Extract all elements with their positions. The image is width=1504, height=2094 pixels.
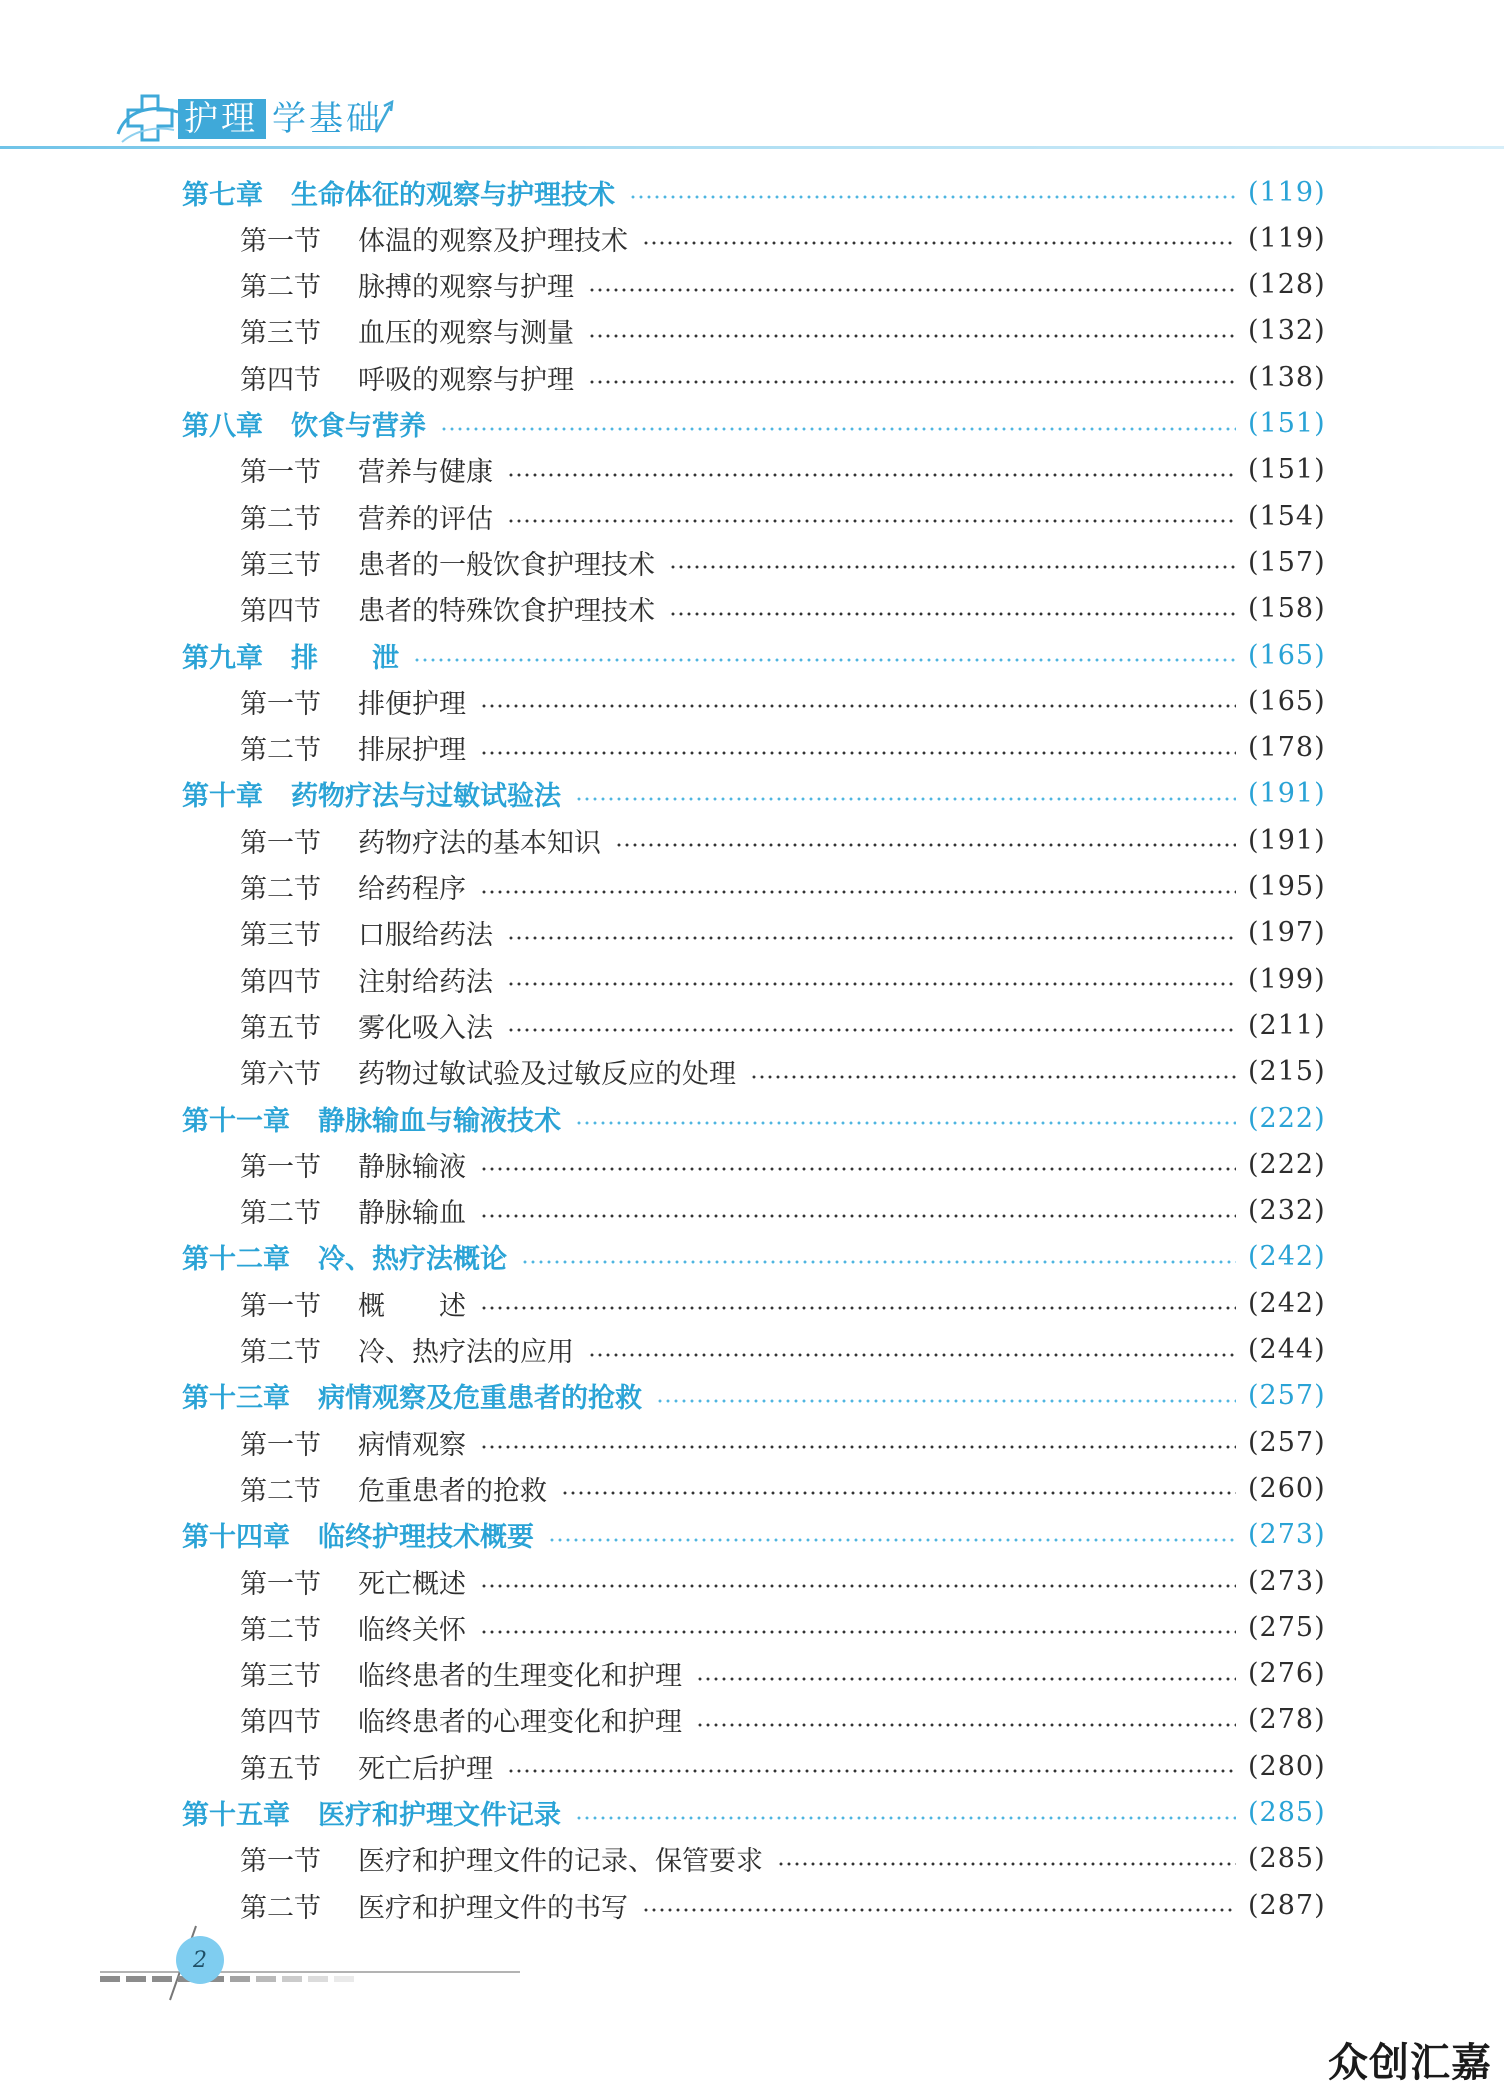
toc-chapter-row <box>0 1098 1504 1138</box>
section-title: 患者的一般饮食护理技术 <box>358 549 655 581</box>
page-ref: (191) <box>1248 778 1326 810</box>
dot-leader <box>507 936 1236 940</box>
chapter-number: 第十章 <box>182 781 263 813</box>
toc-chapter-row <box>0 1793 1504 1833</box>
page-ref: (165) <box>1248 685 1326 717</box>
dot-leader <box>629 195 1236 199</box>
section-title: 临终关怀 <box>358 1614 466 1646</box>
section-title: 概 述 <box>358 1290 466 1322</box>
page-ref: (197) <box>1248 917 1326 949</box>
section-title: 危重患者的抢救 <box>358 1475 547 1507</box>
toc-section-row <box>0 1144 1504 1184</box>
toc-section-row <box>0 913 1504 953</box>
toc-section-row <box>0 450 1504 490</box>
section-title: 临终患者的生理变化和护理 <box>358 1661 682 1693</box>
section-title: 营养的评估 <box>358 503 493 535</box>
dot-leader <box>480 1167 1236 1171</box>
dot-leader <box>480 704 1236 708</box>
page-ref: (128) <box>1248 269 1326 301</box>
toc-section-row <box>0 1468 1504 1508</box>
dot-leader <box>480 1214 1236 1218</box>
dot-leader <box>588 1353 1236 1357</box>
toc-section-row <box>0 311 1504 351</box>
chapter-title: 饮食与营养 <box>291 411 426 442</box>
dot-leader <box>561 1491 1236 1495</box>
toc-section-row <box>0 589 1504 629</box>
section-title: 医疗和护理文件的记录、保管要求 <box>358 1846 763 1878</box>
toc-section-row <box>0 1746 1504 1786</box>
toc-chapter-row <box>0 1515 1504 1555</box>
dot-leader <box>548 1538 1236 1542</box>
page-ref: (287) <box>1248 1889 1326 1921</box>
section-title: 冷、热疗法的应用 <box>358 1337 574 1368</box>
section-title: 排便护理 <box>358 688 466 720</box>
section-number: 第二节 <box>240 1614 321 1646</box>
dot-leader <box>507 1769 1236 1773</box>
section-title: 病情观察 <box>358 1429 466 1461</box>
section-title: 体温的观察及护理技术 <box>358 225 628 257</box>
toc-chapter-row <box>0 1237 1504 1277</box>
section-number: 第二节 <box>240 1475 321 1507</box>
dot-leader <box>669 565 1236 569</box>
section-number: 第三节 <box>240 1661 321 1693</box>
dot-leader <box>575 1816 1236 1820</box>
chapter-title: 生命体征的观察与护理技术 <box>291 179 615 211</box>
page-ref: (191) <box>1248 824 1326 856</box>
toc-section-row <box>0 1561 1504 1601</box>
section-number: 第五节 <box>240 1012 321 1044</box>
chapter-number: 第十五章 <box>182 1800 290 1831</box>
chapter-title: 临终护理技术概要 <box>318 1522 534 1554</box>
page-ref: (119) <box>1248 222 1326 254</box>
section-number: 第一节 <box>240 457 321 489</box>
section-title: 静脉输血 <box>358 1198 466 1230</box>
page-ref: (222) <box>1248 1102 1326 1134</box>
section-number: 第二节 <box>240 1337 321 1368</box>
dot-leader <box>588 334 1236 338</box>
section-title: 医疗和护理文件的书写 <box>358 1892 628 1924</box>
chapter-number: 第十二章 <box>182 1244 290 1276</box>
dot-leader <box>696 1677 1236 1681</box>
toc-section-row <box>0 867 1504 907</box>
book-title <box>178 98 383 140</box>
page-ref: (178) <box>1248 732 1326 764</box>
chapter-number: 第八章 <box>182 411 263 442</box>
chapter-number: 第十一章 <box>182 1105 290 1137</box>
page-ref: (119) <box>1248 176 1326 208</box>
book-title-highlight: 护理 <box>178 99 266 139</box>
page-ref: (199) <box>1248 963 1326 995</box>
toc-section-row <box>0 357 1504 397</box>
section-title: 血压的观察与测量 <box>358 318 574 350</box>
chapter-number: 第九章 <box>182 642 263 674</box>
section-title: 药物疗法的基本知识 <box>358 827 601 859</box>
toc-section-row <box>0 1191 1504 1231</box>
section-number: 第三节 <box>240 920 321 952</box>
page-ref: (260) <box>1248 1472 1326 1504</box>
section-number: 第二节 <box>240 1892 321 1924</box>
section-number: 第三节 <box>240 549 321 581</box>
dot-leader <box>575 797 1236 801</box>
page-ref: (257) <box>1248 1426 1326 1458</box>
page-ref: (215) <box>1248 1056 1326 1088</box>
header-rule <box>0 146 1504 149</box>
chapter-title: 排 泄 <box>291 642 399 674</box>
dot-leader <box>507 982 1236 986</box>
section-number: 第四节 <box>240 364 321 396</box>
section-title: 脉搏的观察与护理 <box>358 272 574 304</box>
toc-chapter-row <box>0 1376 1504 1416</box>
toc-section-row <box>0 496 1504 536</box>
toc-section-row <box>0 1607 1504 1647</box>
page-ref: (158) <box>1248 593 1326 625</box>
toc-section-row <box>0 1422 1504 1462</box>
dot-leader <box>413 658 1236 662</box>
toc-section-row <box>0 1330 1504 1370</box>
chapter-number: 第十四章 <box>182 1522 290 1554</box>
section-number: 第二节 <box>240 503 321 535</box>
toc-section-row <box>0 542 1504 582</box>
section-title: 给药程序 <box>358 874 466 905</box>
section-title: 患者的特殊饮食护理技术 <box>358 596 655 628</box>
chapter-number: 第七章 <box>182 179 263 211</box>
section-number: 第二节 <box>240 735 321 767</box>
section-number: 第一节 <box>240 827 321 859</box>
section-title: 口服给药法 <box>358 920 493 952</box>
section-number: 第二节 <box>240 272 321 304</box>
section-number: 第一节 <box>240 1846 321 1878</box>
dot-leader <box>480 1445 1236 1449</box>
section-title: 死亡后护理 <box>358 1753 493 1785</box>
section-number: 第二节 <box>240 874 321 905</box>
page-ref: (280) <box>1248 1750 1326 1782</box>
dot-leader <box>588 380 1236 384</box>
section-number: 第四节 <box>240 596 321 628</box>
dot-leader <box>642 241 1236 245</box>
page-ref: (273) <box>1248 1519 1326 1551</box>
page-ref: (257) <box>1248 1380 1326 1412</box>
page-ref: (232) <box>1248 1195 1326 1227</box>
page-ref: (151) <box>1248 408 1326 439</box>
page-ref: (211) <box>1248 1009 1326 1041</box>
toc-section-row <box>0 959 1504 999</box>
page-ref: (151) <box>1248 454 1326 486</box>
dot-leader <box>480 1630 1236 1634</box>
section-title: 静脉输液 <box>358 1151 466 1183</box>
section-number: 第一节 <box>240 688 321 720</box>
page-ref: (276) <box>1248 1658 1326 1690</box>
toc-section-row <box>0 1005 1504 1045</box>
dot-leader <box>480 1306 1236 1310</box>
chapter-title: 医疗和护理文件记录 <box>318 1800 561 1831</box>
footer-decoration <box>100 1920 520 2010</box>
dot-leader <box>480 890 1236 894</box>
page-ref: (138) <box>1248 361 1326 393</box>
toc-chapter-row <box>0 774 1504 814</box>
section-number: 第三节 <box>240 318 321 350</box>
dot-leader <box>669 612 1236 616</box>
toc-section-row <box>0 1283 1504 1323</box>
toc-chapter-row <box>0 635 1504 675</box>
dot-leader <box>750 1075 1236 1079</box>
chapter-title: 冷、热疗法概论 <box>318 1244 507 1276</box>
section-number: 第一节 <box>240 1429 321 1461</box>
section-title: 呼吸的观察与护理 <box>358 364 574 396</box>
dot-leader <box>656 1399 1236 1403</box>
page-ref: (222) <box>1248 1148 1326 1180</box>
section-number: 第四节 <box>240 1707 321 1739</box>
page-ref: (278) <box>1248 1704 1326 1736</box>
section-number: 第二节 <box>240 1198 321 1230</box>
chapter-title: 病情观察及危重患者的抢救 <box>318 1383 642 1415</box>
dot-leader <box>521 1260 1236 1264</box>
page-ref: (195) <box>1248 871 1326 902</box>
section-title: 营养与健康 <box>358 457 493 489</box>
section-number: 第五节 <box>240 1753 321 1785</box>
section-title: 药物过敏试验及过敏反应的处理 <box>358 1059 736 1091</box>
dot-leader <box>507 1028 1236 1032</box>
section-title: 排尿护理 <box>358 735 466 767</box>
section-title: 临终患者的心理变化和护理 <box>358 1707 682 1739</box>
page-ref: (165) <box>1248 639 1326 671</box>
toc-chapter-row <box>0 404 1504 444</box>
toc-section-row <box>0 1052 1504 1092</box>
toc-section-row <box>0 681 1504 721</box>
toc-section-row <box>0 265 1504 305</box>
page-header <box>0 90 1504 150</box>
page-ref: (244) <box>1248 1334 1326 1365</box>
section-number: 第一节 <box>240 1151 321 1183</box>
section-number: 第一节 <box>240 1568 321 1600</box>
dot-leader <box>575 1121 1236 1125</box>
section-number: 第一节 <box>240 1290 321 1322</box>
page-ref: (285) <box>1248 1843 1326 1875</box>
page-ref: (242) <box>1248 1241 1326 1273</box>
watermark: 众创汇嘉 <box>1328 2040 1492 2086</box>
section-title: 注射给药法 <box>358 966 493 998</box>
toc-section-row <box>0 1839 1504 1879</box>
dot-leader <box>480 1584 1236 1588</box>
dot-leader <box>777 1862 1236 1866</box>
page-ref: (285) <box>1248 1797 1326 1828</box>
page-ref: (242) <box>1248 1287 1326 1319</box>
dot-leader <box>588 288 1236 292</box>
chapter-title: 药物疗法与过敏试验法 <box>291 781 561 813</box>
page-ref: (157) <box>1248 546 1326 578</box>
section-number: 第一节 <box>240 225 321 257</box>
toc-section-row <box>0 820 1504 860</box>
toc-chapter-row <box>0 172 1504 212</box>
toc-section-row <box>0 218 1504 258</box>
dot-leader <box>440 427 1236 431</box>
chapter-title: 静脉输血与输液技术 <box>318 1105 561 1137</box>
dot-leader <box>507 473 1236 477</box>
page-ref: (154) <box>1248 500 1326 532</box>
section-number: 第四节 <box>240 966 321 998</box>
dot-leader <box>696 1723 1236 1727</box>
section-number: 第六节 <box>240 1059 321 1091</box>
section-title: 死亡概述 <box>358 1568 466 1600</box>
page-ref: (273) <box>1248 1565 1326 1597</box>
toc-section-row <box>0 728 1504 768</box>
book-title-rest: 学基础 <box>272 99 383 139</box>
toc-section-row <box>0 1654 1504 1694</box>
page-ref: (275) <box>1248 1611 1326 1643</box>
arrow-up-right-icon <box>372 100 396 134</box>
dot-leader <box>480 751 1236 755</box>
dot-leader <box>615 843 1236 847</box>
section-title: 雾化吸入法 <box>358 1012 493 1044</box>
toc-section-row <box>0 1700 1504 1740</box>
page-number: 2 <box>176 1936 224 1984</box>
dot-leader <box>507 519 1236 523</box>
dot-leader <box>642 1908 1236 1912</box>
chapter-number: 第十三章 <box>182 1383 290 1415</box>
page-ref: (132) <box>1248 315 1326 347</box>
